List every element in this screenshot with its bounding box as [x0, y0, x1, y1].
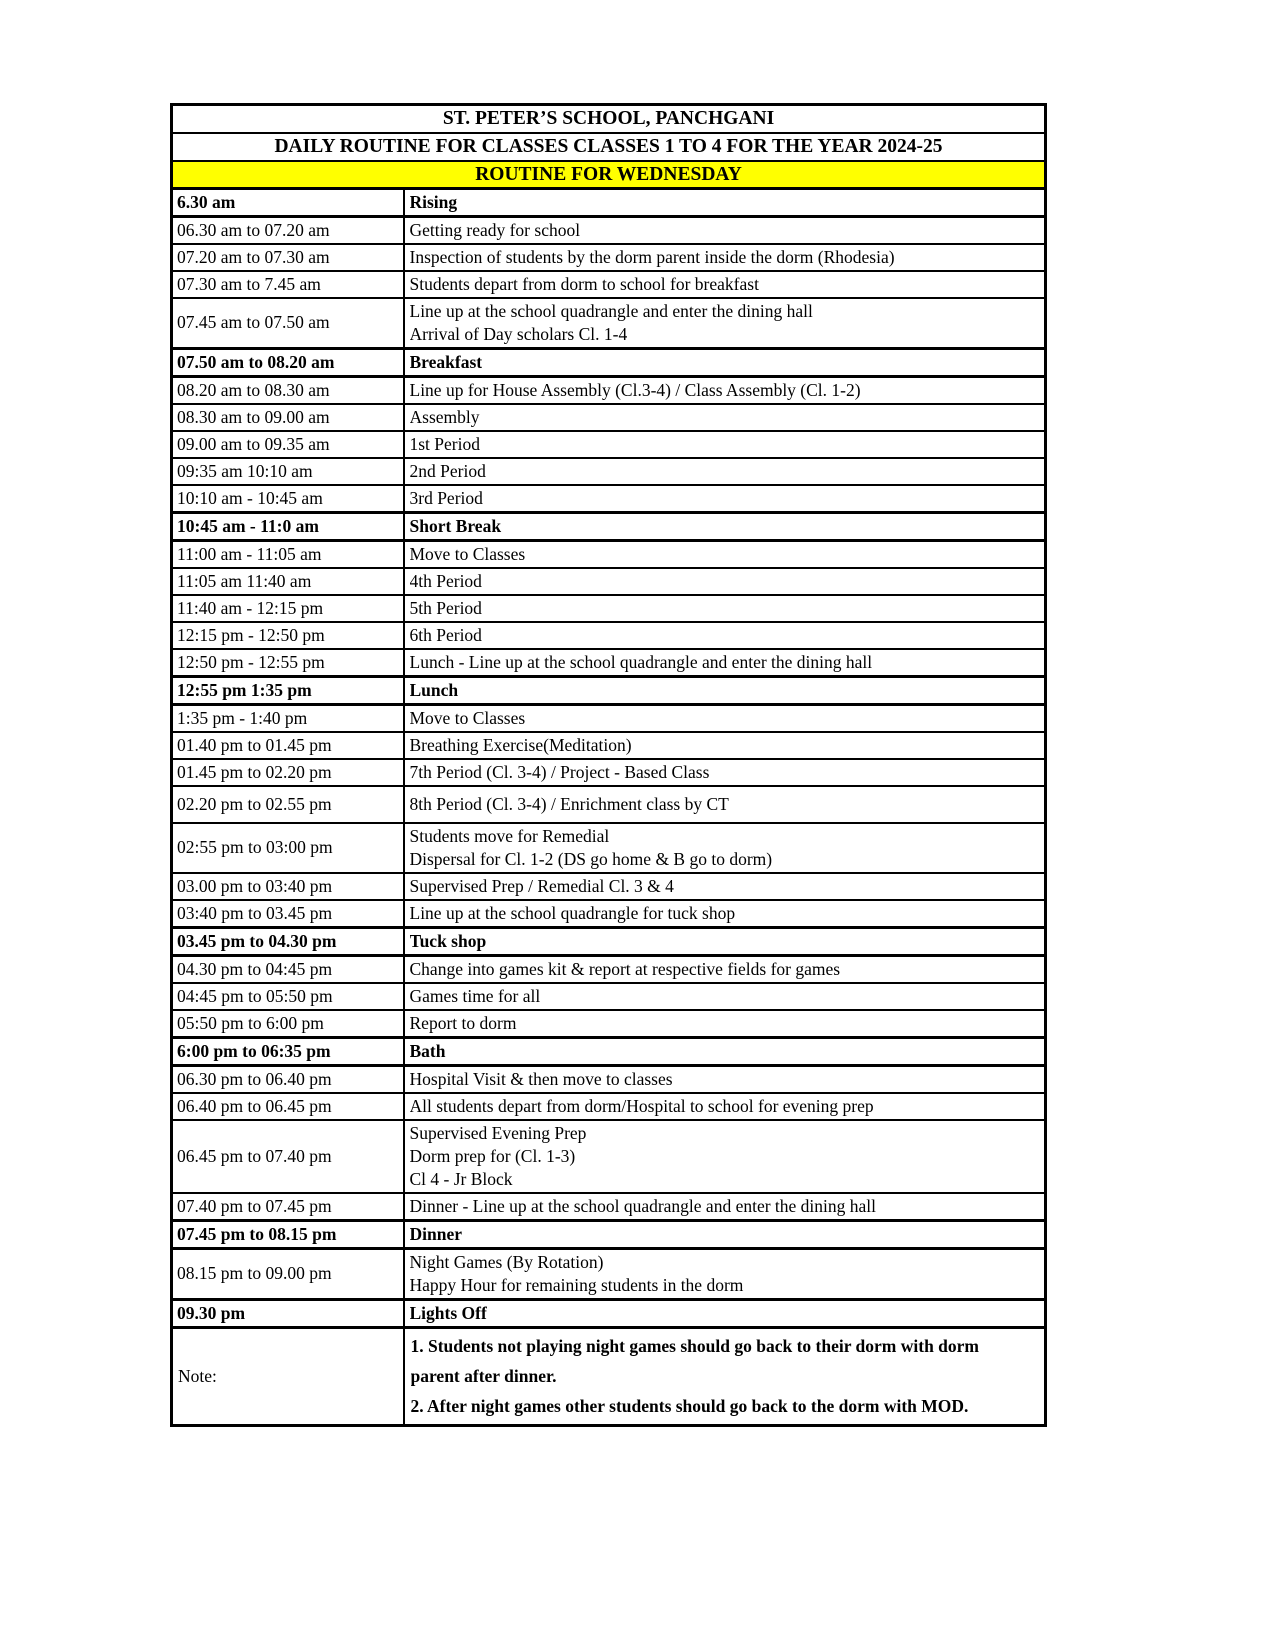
activity-line: Supervised Prep / Remedial Cl. 3 & 4 [409, 875, 674, 896]
activity-line: Line up at the school quadrangle and enter the dining hall [409, 300, 813, 321]
activity-cell [404, 1093, 1046, 1120]
schedule-row [172, 1120, 1046, 1193]
time-cell: 03.45 pm to 04.30 pm [172, 927, 404, 955]
activity-line: 4th Period [409, 570, 482, 591]
activity-cell [404, 404, 1046, 431]
activity-line: Lunch - Line up at the school quadrangle and enter the dining hall [409, 651, 873, 672]
activity-cell [404, 188, 1046, 216]
activity-line: Line up at the school quadrangle for tuck shop [409, 902, 736, 923]
activity-cell [404, 1220, 1046, 1248]
activity-line: 8th Period (Cl. 3-4) / Enrichment class by CT [409, 793, 729, 814]
activity-cell [404, 431, 1046, 458]
activity-cell [404, 244, 1046, 271]
schedule-row [172, 298, 1046, 349]
time-cell: 08.15 pm to 09.00 pm [172, 1248, 404, 1299]
activity-line: Dorm prep for (Cl. 1-3) [409, 1145, 576, 1166]
schedule-row [172, 216, 1046, 244]
schedule-row [172, 759, 1046, 786]
schedule-row [172, 1065, 1046, 1093]
note-label: Note: [172, 1327, 404, 1425]
note-row [172, 1327, 1046, 1425]
activity-cell [404, 376, 1046, 404]
time-cell: 12:55 pm 1:35 pm [172, 676, 404, 704]
activity-cell [404, 927, 1046, 955]
time-cell: 04:45 pm to 05:50 pm [172, 983, 404, 1010]
schedule-row [172, 649, 1046, 677]
schedule-row [172, 244, 1046, 271]
schedule-row [172, 1220, 1046, 1248]
time-cell: 01.40 pm to 01.45 pm [172, 732, 404, 759]
activity-line: Dispersal for Cl. 1-2 (DS go home & B go to dorm) [409, 848, 773, 869]
activity-line: 6th Period [409, 624, 482, 645]
activity-line: Lunch [409, 679, 459, 700]
activity-cell [404, 1193, 1046, 1221]
activity-cell [404, 622, 1046, 649]
note-line: parent after dinner. [410, 1366, 557, 1386]
time-cell: 02:55 pm to 03:00 pm [172, 823, 404, 873]
schedule-row [172, 540, 1046, 568]
time-cell: 6:00 pm to 06:35 pm [172, 1037, 404, 1065]
document-title-row [172, 133, 1046, 161]
time-cell: 04.30 pm to 04:45 pm [172, 955, 404, 983]
schedule-row [172, 1248, 1046, 1299]
activity-line: All students depart from dorm/Hospital to school for evening prep [409, 1095, 874, 1116]
time-cell: 07.30 am to 7.45 am [172, 271, 404, 298]
schedule-row [172, 376, 1046, 404]
activity-line: Line up for House Assembly (Cl.3-4) / Class Assembly (Cl. 1-2) [409, 379, 861, 400]
time-cell: 07.40 pm to 07.45 pm [172, 1193, 404, 1221]
schedule-row [172, 823, 1046, 873]
activity-cell [404, 216, 1046, 244]
schedule-row [172, 271, 1046, 298]
schedule-row [172, 1193, 1046, 1221]
time-cell: 1:35 pm - 1:40 pm [172, 704, 404, 732]
activity-cell [404, 1010, 1046, 1038]
time-cell: 02.20 pm to 02.55 pm [172, 786, 404, 823]
activity-cell [404, 649, 1046, 677]
activity-cell [404, 759, 1046, 786]
time-cell: 12:15 pm - 12:50 pm [172, 622, 404, 649]
activity-line: 2nd Period [409, 460, 486, 481]
activity-line: Breathing Exercise(Meditation) [409, 734, 632, 755]
time-cell: 07.20 am to 07.30 am [172, 244, 404, 271]
time-cell: 11:00 am - 11:05 am [172, 540, 404, 568]
activity-cell [404, 540, 1046, 568]
activity-cell [404, 676, 1046, 704]
activity-line: Getting ready for school [409, 219, 581, 240]
schedule-row [172, 622, 1046, 649]
schedule-row [172, 983, 1046, 1010]
time-cell: 09.30 pm [172, 1299, 404, 1327]
schedule-row [172, 1010, 1046, 1038]
activity-line: 3rd Period [409, 487, 483, 508]
time-cell: 03:40 pm to 03.45 pm [172, 900, 404, 928]
activity-cell [404, 1037, 1046, 1065]
time-cell: 06.30 am to 07.20 am [172, 216, 404, 244]
document-title: DAILY ROUTINE FOR CLASSES CLASSES 1 TO 4 FOR THE YEAR 2024-25 [172, 133, 1046, 161]
schedule-row [172, 900, 1046, 928]
time-cell: 03.00 pm to 03:40 pm [172, 873, 404, 900]
schedule-row [172, 512, 1046, 540]
activity-line: Rising [409, 191, 458, 212]
time-cell: 06.45 pm to 07.40 pm [172, 1120, 404, 1193]
schedule-row [172, 1037, 1046, 1065]
note-line: 2. After night games other students should go back to the dorm with MOD. [410, 1396, 969, 1416]
activity-line: Supervised Evening Prep [409, 1122, 587, 1143]
note-text [404, 1327, 1046, 1425]
activity-cell [404, 823, 1046, 873]
activity-cell [404, 595, 1046, 622]
day-banner: ROUTINE FOR WEDNESDAY [172, 161, 1046, 189]
daily-routine-table [170, 103, 1047, 1427]
activity-cell [404, 271, 1046, 298]
schedule-row [172, 568, 1046, 595]
activity-line: 7th Period (Cl. 3-4) / Project - Based Class [409, 761, 710, 782]
time-cell: 10:10 am - 10:45 am [172, 485, 404, 513]
activity-line: Inspection of students by the dorm parent inside the dorm (Rhodesia) [409, 246, 895, 267]
time-cell: 6.30 am [172, 188, 404, 216]
activity-line: 1st Period [409, 433, 480, 454]
activity-line: Move to Classes [409, 543, 526, 564]
activity-cell [404, 955, 1046, 983]
schedule-row [172, 927, 1046, 955]
activity-cell [404, 1120, 1046, 1193]
activity-cell [404, 732, 1046, 759]
activity-line: Change into games kit & report at respective fields for games [409, 958, 841, 979]
activity-line: Night Games (By Rotation) [409, 1251, 604, 1272]
activity-line: Cl 4 - Jr Block [409, 1168, 513, 1189]
schedule-row [172, 873, 1046, 900]
activity-cell [404, 485, 1046, 513]
time-cell: 09:35 am 10:10 am [172, 458, 404, 485]
activity-line: 5th Period [409, 597, 482, 618]
activity-cell [404, 786, 1046, 823]
time-cell: 08.20 am to 08.30 am [172, 376, 404, 404]
activity-cell [404, 568, 1046, 595]
time-cell: 07.50 am to 08.20 am [172, 348, 404, 376]
activity-cell [404, 1299, 1046, 1327]
time-cell: 11:40 am - 12:15 pm [172, 595, 404, 622]
schedule-row [172, 348, 1046, 376]
time-cell: 06.40 pm to 06.45 pm [172, 1093, 404, 1120]
school-name: ST. PETER’S SCHOOL, PANCHGANI [172, 105, 1046, 133]
activity-cell [404, 983, 1046, 1010]
activity-cell [404, 298, 1046, 349]
note-line: 1. Students not playing night games should go back to their dorm with dorm [410, 1336, 980, 1356]
activity-cell [404, 458, 1046, 485]
activity-cell [404, 873, 1046, 900]
time-cell: 06.30 pm to 06.40 pm [172, 1065, 404, 1093]
time-cell: 07.45 am to 07.50 am [172, 298, 404, 349]
schedule-row [172, 955, 1046, 983]
activity-line: Lights Off [409, 1302, 487, 1323]
activity-line: Breakfast [409, 351, 483, 372]
time-cell: 10:45 am - 11:0 am [172, 512, 404, 540]
school-name-row [172, 105, 1046, 133]
activity-line: Report to dorm [409, 1012, 517, 1033]
activity-line: Move to Classes [409, 707, 526, 728]
activity-cell [404, 1248, 1046, 1299]
schedule-row [172, 732, 1046, 759]
activity-line: Dinner [409, 1223, 462, 1244]
activity-line: Tuck shop [409, 930, 487, 951]
activity-cell [404, 900, 1046, 928]
activity-line: Bath [409, 1040, 446, 1061]
activity-line: Short Break [409, 515, 502, 536]
activity-cell [404, 1065, 1046, 1093]
schedule-row [172, 704, 1046, 732]
activity-line: Arrival of Day scholars Cl. 1-4 [409, 323, 628, 344]
activity-line: Students move for Remedial [409, 825, 610, 846]
schedule-row [172, 676, 1046, 704]
activity-cell [404, 704, 1046, 732]
activity-line: Games time for all [409, 985, 541, 1006]
schedule-row [172, 431, 1046, 458]
activity-cell [404, 348, 1046, 376]
activity-line: Students depart from dorm to school for breakfast [409, 273, 759, 294]
schedule-row [172, 458, 1046, 485]
activity-line: Happy Hour for remaining students in the dorm [409, 1274, 744, 1295]
activity-line: Hospital Visit & then move to classes [409, 1068, 673, 1089]
day-banner-row [172, 161, 1046, 189]
time-cell: 01.45 pm to 02.20 pm [172, 759, 404, 786]
activity-line: Assembly [409, 406, 480, 427]
time-cell: 12:50 pm - 12:55 pm [172, 649, 404, 677]
schedule-row [172, 786, 1046, 823]
activity-line: Dinner - Line up at the school quadrangle and enter the dining hall [409, 1195, 877, 1216]
schedule-row [172, 1093, 1046, 1120]
time-cell: 07.45 pm to 08.15 pm [172, 1220, 404, 1248]
time-cell: 05:50 pm to 6:00 pm [172, 1010, 404, 1038]
schedule-row [172, 1299, 1046, 1327]
time-cell: 11:05 am 11:40 am [172, 568, 404, 595]
schedule-row [172, 595, 1046, 622]
schedule-row [172, 404, 1046, 431]
schedule-row [172, 188, 1046, 216]
schedule-row [172, 485, 1046, 513]
time-cell: 09.00 am to 09.35 am [172, 431, 404, 458]
time-cell: 08.30 am to 09.00 am [172, 404, 404, 431]
activity-cell [404, 512, 1046, 540]
